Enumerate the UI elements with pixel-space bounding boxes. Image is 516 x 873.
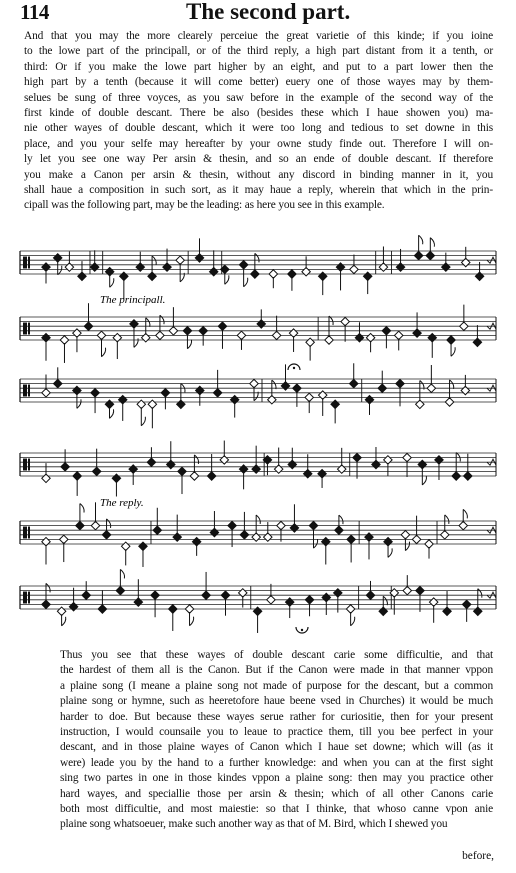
text-line: plaine song whatsoeuer, make such another way as that of M. Bird, which I shewed you	[60, 818, 448, 831]
text-line: nie other wayes of double descant, which it were too long and tedious to set downe in this	[24, 122, 493, 135]
note-flag	[351, 617, 355, 626]
note-head	[90, 263, 98, 271]
note-head	[305, 393, 313, 401]
text-line: place, and you your selfe may hereafter by your owne study finde out. Therefore I will on-	[24, 137, 493, 150]
label-reply: The reply.	[100, 497, 144, 509]
note-head	[306, 338, 314, 346]
label-principall: The principall.	[100, 294, 166, 306]
note-flag	[456, 452, 460, 461]
note-head	[120, 272, 128, 280]
note-head	[151, 591, 159, 599]
note-head	[237, 331, 245, 339]
note-head	[403, 453, 411, 461]
note-head	[252, 533, 260, 541]
note-head	[148, 272, 156, 280]
note-head	[213, 389, 221, 397]
note-head	[230, 395, 238, 403]
note-head	[277, 521, 285, 529]
note-head	[220, 456, 228, 464]
note-head	[447, 336, 455, 344]
note-flag	[272, 380, 276, 389]
note-head	[163, 263, 171, 271]
note-flag	[450, 380, 454, 389]
note-head	[173, 533, 181, 541]
note-head	[240, 531, 248, 539]
note-head	[97, 331, 105, 339]
note-flag	[451, 347, 455, 356]
clef-mark	[23, 385, 27, 397]
text-line: high part by a tenth (because it will come better) euery one of those wayes may by them-	[24, 76, 493, 89]
note-head	[461, 386, 469, 394]
note-head	[105, 400, 113, 408]
note-head	[416, 400, 424, 408]
text-line: were) leade you by the hand to a further knowledge: and when you can at the first sight	[60, 756, 493, 769]
text-line: And that you may the more clearely perceiue the great varietie of this kinde; if you ioine	[24, 30, 493, 42]
note-head	[303, 469, 311, 477]
text-line: shall haue a composition in such sort, as it may haue a reply, wherein that which in the prin-	[24, 184, 493, 197]
note-head	[199, 327, 207, 335]
note-head	[309, 521, 317, 529]
note-head	[372, 460, 380, 468]
note-head	[475, 272, 483, 280]
note-head	[445, 398, 453, 406]
note-head	[322, 593, 330, 601]
note-flag	[160, 315, 164, 324]
note-head	[366, 591, 374, 599]
note-head	[331, 400, 339, 408]
note-head	[239, 589, 247, 597]
note-head	[473, 338, 481, 346]
note-flag	[388, 548, 392, 557]
note-head	[228, 521, 236, 529]
clef-mark	[23, 527, 27, 539]
note-head	[347, 535, 355, 543]
note-head	[69, 602, 77, 610]
note-head	[134, 598, 142, 606]
note-head	[118, 395, 126, 403]
note-head	[130, 320, 138, 328]
note-flag	[62, 617, 66, 626]
clef-mark	[28, 527, 30, 539]
fermata-dot	[301, 629, 303, 631]
note-head	[336, 263, 344, 271]
note-head	[210, 528, 218, 536]
note-head	[65, 263, 73, 271]
note-head	[190, 472, 198, 480]
note-head	[42, 474, 50, 482]
running-title: The second part.	[186, 0, 351, 24]
clef-mark	[28, 323, 30, 335]
note-head	[334, 589, 342, 597]
note-head	[84, 322, 92, 330]
note-head	[252, 465, 260, 473]
note-head	[429, 598, 437, 606]
note-head	[365, 533, 373, 541]
note-head	[288, 270, 296, 278]
note-head	[57, 607, 65, 615]
note-flag	[187, 340, 191, 349]
note-head	[73, 472, 81, 480]
note-head	[169, 327, 177, 335]
note-head	[76, 521, 84, 529]
note-head	[394, 331, 402, 339]
note-flag	[463, 509, 467, 518]
note-head	[353, 453, 361, 461]
note-head	[322, 537, 330, 545]
note-head	[53, 254, 61, 262]
note-head	[137, 400, 145, 408]
note-head	[318, 469, 326, 477]
note-head	[379, 607, 387, 615]
note-head	[435, 456, 443, 464]
catchword: before,	[462, 850, 494, 862]
note-head	[60, 535, 68, 543]
note-head	[42, 389, 50, 397]
note-head	[464, 472, 472, 480]
text-line: descant, and in those plaine wayes of Canon which I haue set downe; which will (as it	[60, 741, 493, 754]
note-head	[366, 333, 374, 341]
note-head	[202, 591, 210, 599]
note-head	[414, 251, 422, 259]
note-head	[92, 467, 100, 475]
note-head	[384, 456, 392, 464]
note-head	[239, 261, 247, 269]
note-head	[318, 391, 326, 399]
note-head	[401, 531, 409, 539]
note-head	[102, 531, 110, 539]
note-head	[293, 384, 301, 392]
note-head	[61, 463, 69, 471]
note-flag	[46, 583, 50, 592]
note-flag	[255, 253, 259, 262]
note-head	[462, 600, 470, 608]
note-head	[459, 521, 467, 529]
text-line: sing two partes in one in those kindes vppon a plaine song: then may you practice other	[60, 772, 493, 785]
note-flag	[101, 348, 105, 357]
fermata-dot	[293, 367, 295, 369]
note-head	[42, 537, 50, 545]
note-head	[442, 263, 450, 271]
note-head	[153, 526, 161, 534]
note-flag	[58, 266, 62, 275]
note-head	[253, 607, 261, 615]
note-flag	[256, 515, 260, 524]
text-line: ly let you see one way Per arsin & thesin, and so an ende of double descant. If therefore	[24, 153, 493, 166]
note-head	[355, 333, 363, 341]
text-line: first kinde of double descant. There be also (besides these which I haue showen you) ma-	[24, 107, 493, 120]
note-head	[136, 263, 144, 271]
note-head	[425, 540, 433, 548]
clef-mark	[28, 592, 30, 604]
text-line: third: Or if you make the lowe part higher by an eight, and put to a part lower then the	[24, 60, 493, 73]
page-number: 114	[20, 0, 49, 24]
note-head	[272, 331, 280, 339]
note-flag	[329, 316, 333, 325]
note-head	[250, 379, 258, 387]
note-head	[269, 270, 277, 278]
note-flag	[405, 542, 409, 551]
note-head	[418, 460, 426, 468]
paragraph-conclusion	[24, 648, 493, 833]
clef-mark	[28, 459, 30, 471]
note-head	[427, 384, 435, 392]
note-head	[267, 596, 275, 604]
note-head	[42, 600, 50, 608]
note-flag	[80, 504, 84, 513]
note-flag	[445, 515, 449, 524]
note-head	[443, 607, 451, 615]
text-line: the hardest of them all is the Canon. But if the Canon were made in that manner vppon	[60, 664, 493, 677]
note-flag	[120, 569, 124, 578]
note-head	[121, 542, 129, 550]
text-line: plaine song or hymne, such as heeretofore haue beene vsed in Churches) it would be much	[60, 695, 493, 708]
note-flag	[478, 589, 482, 598]
note-head	[281, 382, 289, 390]
note-flag	[107, 519, 111, 528]
note-head	[335, 526, 343, 534]
text-line: you make a Canon per arsin & thesin, without any discord in binding manner in it, you	[24, 168, 493, 181]
note-head	[426, 251, 434, 259]
note-head	[461, 258, 469, 266]
note-head	[73, 386, 81, 394]
note-head	[91, 521, 99, 529]
note-flag	[225, 275, 229, 284]
note-head	[239, 465, 247, 473]
note-head	[412, 535, 420, 543]
note-head	[148, 400, 156, 408]
text-line: instruction, I would counsaile you to leaue to practice them, till you bee perfect in your	[60, 726, 493, 739]
note-head	[363, 272, 371, 280]
note-head	[460, 322, 468, 330]
note-head	[116, 586, 124, 594]
note-head	[209, 267, 217, 275]
note-head	[396, 379, 404, 387]
note-head	[268, 395, 276, 403]
note-head	[289, 329, 297, 337]
note-head	[413, 329, 421, 337]
note-head	[42, 263, 50, 271]
note-head	[452, 472, 460, 480]
note-head	[288, 460, 296, 468]
note-flag	[141, 417, 145, 426]
note-head	[167, 460, 175, 468]
text-line: cipall was the following part, may be the leading: as here you see in this example.	[24, 199, 385, 212]
note-head	[290, 524, 298, 532]
note-head	[384, 537, 392, 545]
text-line: hard wayes, and speciallie those per arsin & thesin; which of all other Canons carie	[60, 787, 493, 800]
note-head	[341, 317, 349, 325]
note-head	[349, 379, 357, 387]
note-head	[379, 263, 387, 271]
note-head	[403, 586, 411, 594]
note-head	[441, 531, 449, 539]
note-head	[169, 605, 177, 613]
note-head	[147, 458, 155, 466]
note-head	[139, 542, 147, 550]
note-flag	[419, 235, 423, 244]
note-head	[257, 320, 265, 328]
note-head	[129, 465, 137, 473]
note-head	[221, 591, 229, 599]
note-head	[274, 465, 282, 473]
note-head	[195, 254, 203, 262]
note-head	[396, 263, 404, 271]
note-head	[346, 605, 354, 613]
note-head	[42, 333, 50, 341]
note-head	[82, 591, 90, 599]
note-head	[207, 472, 215, 480]
note-flag	[110, 278, 114, 287]
note-head	[337, 465, 345, 473]
note-flag	[77, 399, 81, 408]
text-line: selues be sung of three voyces, as you saw before in the example of the second way of the	[24, 91, 493, 104]
note-head	[98, 605, 106, 613]
note-head	[91, 389, 99, 397]
text-line: Thus you see that these wayes of double descant carie some difficultie, and that	[60, 649, 493, 661]
clef-mark	[23, 592, 27, 604]
note-flag	[190, 617, 194, 626]
note-head	[302, 267, 310, 275]
note-head	[113, 333, 121, 341]
note-head	[318, 272, 326, 280]
note-head	[112, 474, 120, 482]
note-head	[305, 596, 313, 604]
note-head	[178, 467, 186, 475]
note-head	[325, 336, 333, 344]
note-head	[428, 333, 436, 341]
note-head	[156, 331, 164, 339]
text-line: harder to doe. But because these wayes serue rather for curiositie, then for your present	[60, 710, 493, 723]
note-head	[285, 598, 293, 606]
note-head	[78, 272, 86, 280]
note-flag	[430, 238, 434, 247]
text-line: a plaine song (I meane a plaine song not made of purpose for the descant, but a common	[60, 679, 493, 692]
clef-mark	[23, 323, 27, 335]
note-head	[218, 322, 226, 330]
note-head	[365, 395, 373, 403]
note-head	[105, 267, 113, 275]
note-head	[60, 336, 68, 344]
note-head	[416, 586, 424, 594]
note-head	[382, 327, 390, 335]
note-head	[161, 389, 169, 397]
note-head	[183, 327, 191, 335]
note-head	[176, 256, 184, 264]
note-head	[192, 537, 200, 545]
note-head	[185, 605, 193, 613]
note-flag	[422, 476, 426, 485]
note-head	[142, 333, 150, 341]
text-line: both most difficultie, and most maiestie: so that I thinke, that whoso canne vpon anie	[60, 803, 493, 816]
note-head	[196, 386, 204, 394]
clef-mark	[28, 385, 30, 397]
note-head	[378, 384, 386, 392]
note-head	[73, 329, 81, 337]
note-flag	[383, 596, 387, 605]
note-head	[251, 270, 259, 278]
note-head	[264, 533, 272, 541]
note-flag	[244, 278, 248, 287]
note-flag	[339, 515, 343, 524]
note-head	[474, 607, 482, 615]
clef-mark	[28, 257, 30, 269]
note-head	[54, 379, 62, 387]
text-line: to the lowe part of the principall, or of the third reply, a high part distant from it a tenth, or	[24, 45, 493, 58]
note-head	[350, 265, 358, 273]
note-flag	[109, 409, 113, 418]
note-head	[177, 400, 185, 408]
clef-mark	[23, 459, 27, 471]
clef-mark	[23, 257, 27, 269]
note-flag	[146, 318, 150, 327]
